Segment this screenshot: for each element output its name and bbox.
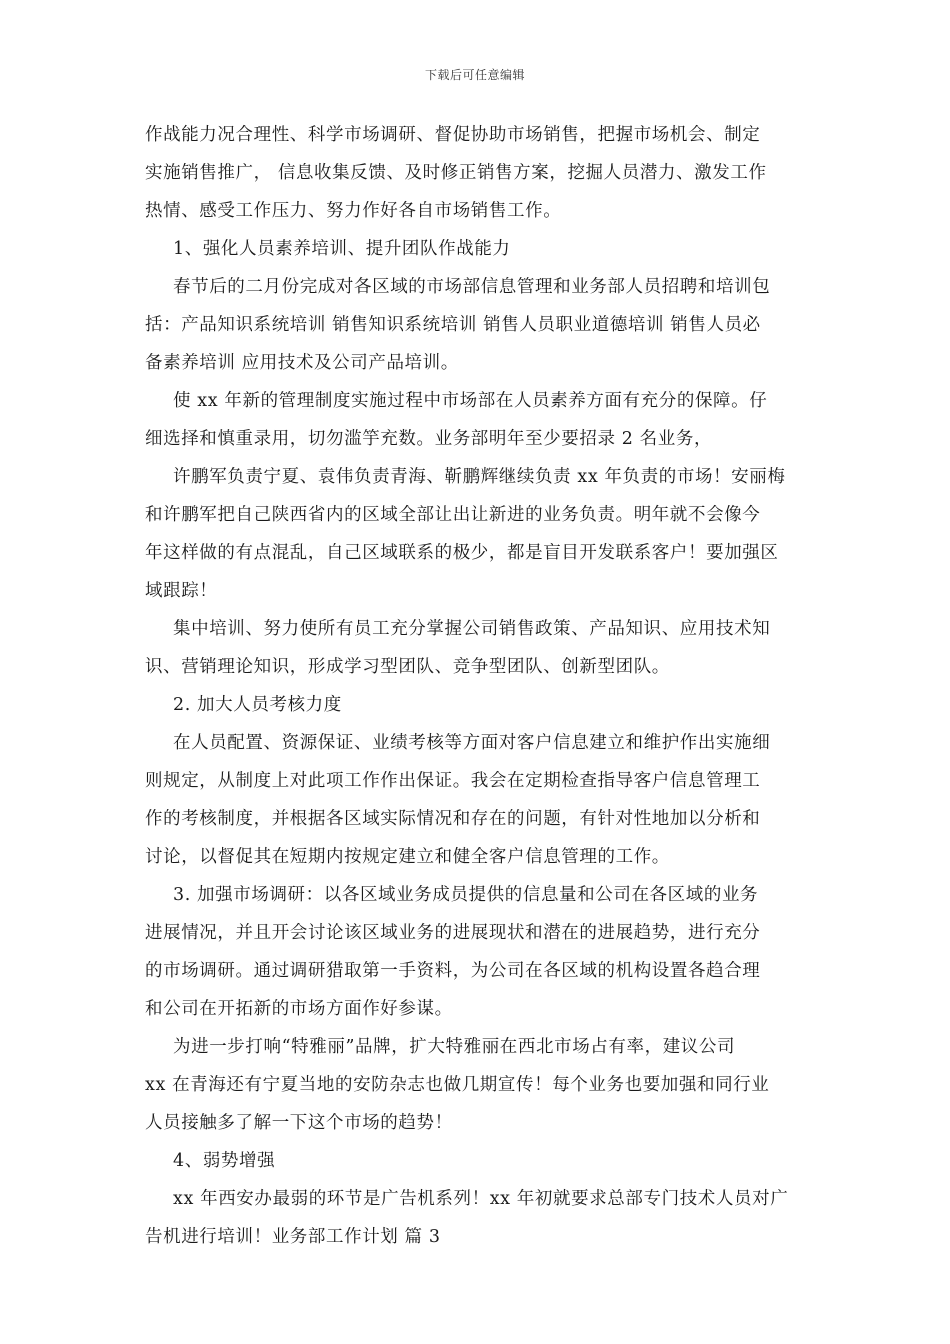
text-line: 备素养培训 应用技术及公司产品培训。 — [145, 353, 459, 373]
text-line: 为进一步打响“特雅丽”品牌，扩大特雅丽在西北市场占有率，建议公司 — [173, 1037, 736, 1057]
text-line: 许鹏军负责宁夏、袁伟负责青海、靳鹏辉继续负责 xx 年负责的市场！安丽梅 — [173, 467, 786, 487]
text-line: 实施销售推广， 信息收集反馈、及时修正销售方案，挖掘人员潜力、激发工作 — [145, 163, 767, 183]
text-line: 热情、感受工作压力、努力作好各自市场销售工作。 — [145, 201, 562, 221]
text-line: 的市场调研。通过调研猎取第一手资料，为公司在各区域的机构设置各趋合理 — [145, 961, 761, 981]
text-line: 年这样做的有点混乱，自己区域联系的极少，都是盲目开发联系客户！要加强区 — [145, 543, 779, 563]
text-line: 和许鹏军把自己陕西省内的区域全部让出让新进的业务负责。明年就不会像今 — [145, 505, 761, 525]
text-line: 在人员配置、资源保证、业绩考核等方面对客户信息建立和维护作出实施细 — [173, 733, 771, 753]
page-header: 下载后可任意编辑 — [424, 68, 525, 82]
text-line: 集中培训、努力使所有员工充分掌握公司销售政策、产品知识、应用技术知 — [173, 619, 771, 639]
text-line: xx 年西安办最弱的环节是广告机系列！xx 年初就要求总部专门技术人员对广 — [173, 1189, 789, 1209]
text-line: xx 在青海还有宁夏当地的安防杂志也做几期宣传！每个业务也要加强和同行业 — [145, 1075, 770, 1095]
text-line: 域跟踪！ — [145, 581, 218, 601]
document-body — [145, 116, 807, 1256]
text-line: 讨论，以督促其在短期内按规定建立和健全客户信息管理的工作。 — [145, 847, 670, 867]
text-line: 作战能力况合理性、科学市场调研、督促协助市场销售，把握市场机会、制定 — [145, 125, 761, 145]
text-line: 进展情况，并且开会讨论该区域业务的进展现状和潜在的进展趋势，进行充分 — [145, 923, 761, 943]
text-line: 春节后的二月份完成对各区域的市场部信息管理和业务部人员招聘和培训包 — [173, 277, 771, 297]
text-line: 和公司在开拓新的市场方面作好参谋。 — [145, 999, 453, 1019]
text-line: 人员接触多了解一下这个市场的趋势！ — [145, 1113, 453, 1133]
text-line: 括：产品知识系统培训 销售知识系统培训 销售人员职业道德培训 销售人员必 — [145, 315, 761, 335]
text-line: 作的考核制度，并根据各区域实际情况和存在的问题，有针对性地加以分析和 — [145, 809, 761, 829]
text-line: 3. 加强市场调研：以各区域业务成员提供的信息量和公司在各区域的业务 — [173, 885, 759, 905]
text-line: 2. 加大人员考核力度 — [173, 695, 342, 715]
text-line: 1、强化人员素养培训、提升团队作战能力 — [173, 239, 511, 259]
text-line: 则规定，从制度上对此项工作作出保证。我会在定期检查指导客户信息管理工 — [145, 771, 761, 791]
text-line: 4、弱势增强 — [173, 1151, 276, 1171]
text-line: 告机进行培训！业务部工作计划 篇 3 — [145, 1227, 441, 1247]
text-line: 识、营销理论知识，形成学习型团队、竞争型团队、创新型团队。 — [145, 657, 670, 677]
text-line: 使 xx 年新的管理制度实施过程中市场部在人员素养方面有充分的保障。仔 — [173, 391, 768, 411]
text-line: 细选择和慎重录用，切勿滥竽充数。业务部明年至少要招录 2 名业务， — [145, 429, 713, 449]
